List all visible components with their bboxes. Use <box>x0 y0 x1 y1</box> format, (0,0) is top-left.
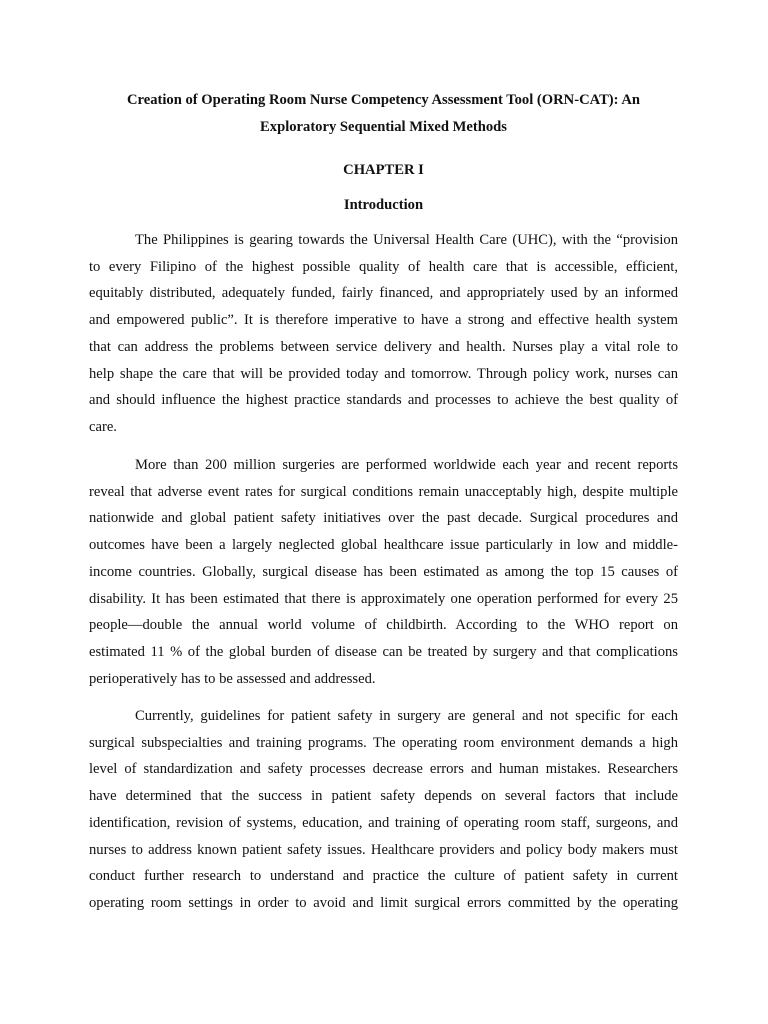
paragraph-line: perioperatively has to be assessed and addressed. <box>89 670 376 687</box>
paragraph-line: The Philippines is gearing towards the Universal Health Care (UHC), with the “provision <box>135 232 678 248</box>
paragraph-line: and should influence the highest practice standards and processes to achieve the best quality of <box>89 392 678 409</box>
paragraph-line: that can address the problems between service delivery and health. Nurses play a vital role to <box>89 338 678 355</box>
title-line: Creation of Operating Room Nurse Competency Assessment Tool (ORN-CAT): An <box>126 92 641 108</box>
paragraph-line: care. <box>89 418 117 435</box>
section-heading: Introduction <box>343 197 424 213</box>
title-line: Exploratory Sequential Mixed Methods <box>260 118 507 135</box>
paragraph <box>89 703 678 917</box>
paragraph-line: equitably distributed, adequately funded, fairly financed, and appropriately used by an informed <box>89 285 678 302</box>
paragraph-line: level of standardization and safety processes decrease errors and human mistakes. Researchers <box>89 761 678 778</box>
paragraph-line: people—double the annual world volume of childbirth. According to the WHO report on <box>89 617 678 634</box>
paragraph-line: disability. It has been estimated that there is approximately one operation performed for every 25 <box>89 590 678 607</box>
paragraph <box>89 452 678 692</box>
paragraph-line: estimated 11 % of the global burden of disease can be treated by surgery and that complications <box>89 643 678 660</box>
chapter-heading: CHAPTER I <box>343 162 424 178</box>
document-page <box>89 87 678 911</box>
paragraph-line: nurses to address known patient safety issues. Healthcare providers and policy body makers must <box>89 841 678 858</box>
paragraph-line: reveal that adverse event rates for surgical conditions remain unacceptably high, despite multiple <box>89 483 678 500</box>
paragraph-line: outcomes have been a largely neglected global healthcare issue particularly in low and middle- <box>89 537 678 554</box>
paragraph-line: nationwide and global patient safety initiatives over the past decade. Surgical procedures and <box>89 510 678 527</box>
paragraph-line: Currently, guidelines for patient safety in surgery are general and not specific for each <box>135 708 678 724</box>
paragraph-line: More than 200 million surgeries are performed worldwide each year and recent reports <box>135 457 678 473</box>
paragraph-line: surgical subspecialties and training programs. The operating room environment demands a high <box>89 734 678 751</box>
paragraph-line: income countries. Globally, surgical disease has been estimated as among the top 15 causes of <box>89 563 678 580</box>
paragraph-line: identification, revision of systems, education, and training of operating room staff, surgeons, and <box>89 814 678 831</box>
paragraph-line: have determined that the success in patient safety depends on several factors that include <box>89 788 678 805</box>
paragraph-line: operating room settings in order to avoid and limit surgical errors committed by the operating <box>89 894 678 911</box>
paragraph-line: help shape the care that will be provided today and tomorrow. Through policy work, nurses can <box>89 365 678 382</box>
document-title <box>89 87 678 140</box>
paragraph-line: conduct further research to understand and practice the culture of patient safety in current <box>89 868 678 885</box>
paragraph-line: and empowered public”. It is therefore imperative to have a strong and effective health system <box>89 312 678 329</box>
paragraph <box>89 227 678 441</box>
paragraph-line: to every Filipino of the highest possible quality of health care that is accessible, efficient, <box>89 258 678 275</box>
